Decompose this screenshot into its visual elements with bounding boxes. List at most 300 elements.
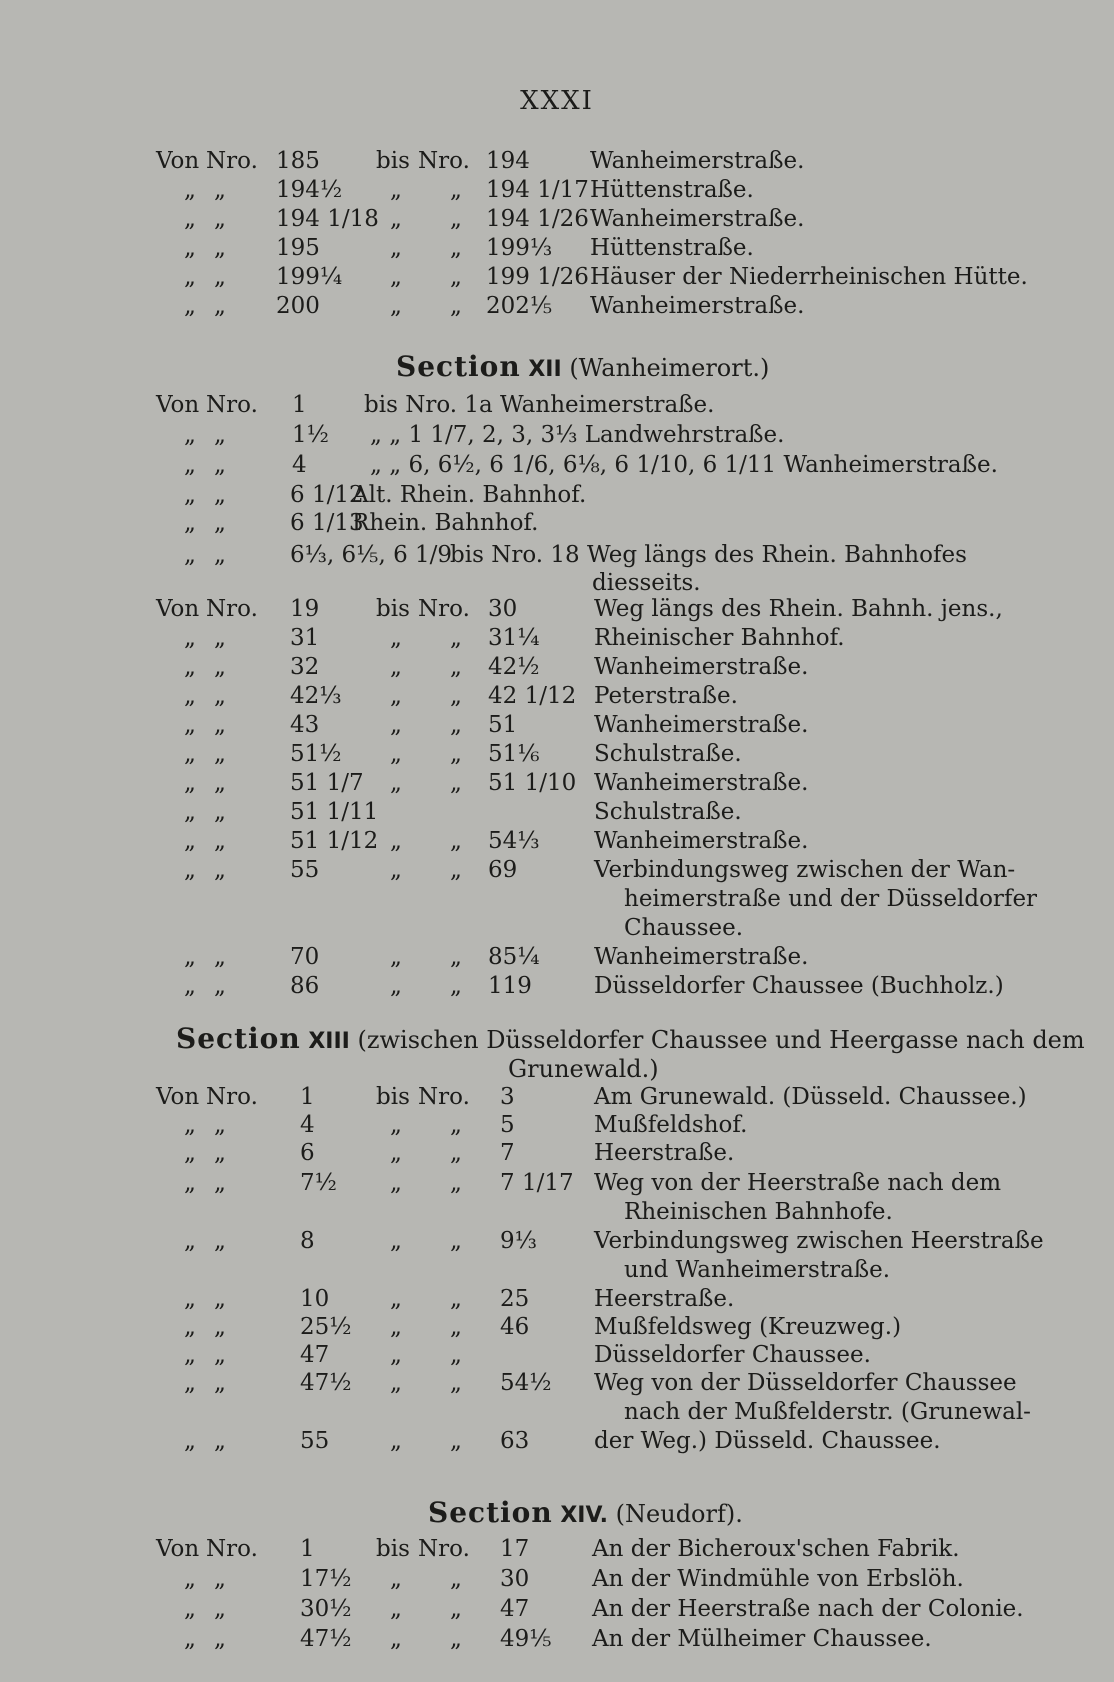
entry-row: [0, 768, 1114, 798]
entry-row: [0, 204, 1114, 234]
bis-nro-label: „: [450, 293, 462, 319]
street-name: Heerstraße.: [594, 1286, 735, 1312]
bis-nro-label: „: [450, 1596, 462, 1622]
from-number: 8: [300, 1228, 315, 1254]
from-number: 10: [300, 1286, 330, 1312]
bis-nro-label: „: [450, 741, 462, 767]
street-name: An der Bicheroux'schen Fabrik.: [592, 1536, 960, 1562]
nro-label: „: [214, 422, 226, 448]
from-number: 17½: [300, 1566, 352, 1592]
street-name-continued: Rheinischen Bahnhofe.: [624, 1199, 893, 1225]
street-name: Düsseldorfer Chaussee (Buchholz.): [594, 973, 1004, 999]
from-number: 30½: [300, 1596, 352, 1622]
section-heading-xii: [396, 348, 769, 386]
entry-row: [0, 1312, 1114, 1342]
from-number: 7½: [300, 1170, 337, 1196]
from-number: 185: [276, 148, 320, 174]
bis-nro-label: „: [450, 1228, 462, 1254]
street-name-continued: und Wanheimerstraße.: [624, 1257, 891, 1283]
nro-label: „: [214, 683, 226, 709]
von-label: „: [184, 712, 196, 738]
entry-row: [0, 1368, 1114, 1398]
bis-nro-label: „: [450, 1140, 462, 1166]
bis-label: „: [390, 1596, 402, 1622]
entry-row: [0, 826, 1114, 856]
to-number: 42½: [488, 654, 540, 680]
nro-label: „: [214, 828, 226, 854]
bis-nro-label: „: [450, 828, 462, 854]
bis-label: „: [390, 293, 402, 319]
bis-nro-label: „: [450, 944, 462, 970]
from-number: 51½: [290, 741, 342, 767]
nro-label: „: [214, 1140, 226, 1166]
to-number: 85¼: [488, 944, 540, 970]
nro-label: „: [214, 1566, 226, 1592]
street-name: Verbindungsweg zwischen der Wan-: [594, 857, 1016, 883]
bis-nro-label: Nro.: [418, 148, 470, 174]
section-subtitle: (Neudorf).: [615, 1500, 743, 1528]
section-label: Section: [176, 1022, 301, 1055]
to-number: 31¼: [488, 625, 540, 651]
entry-continuation: [0, 884, 1114, 914]
von-label: „: [184, 1228, 196, 1254]
page-number: XXXI: [520, 86, 594, 116]
von-label: Von: [156, 392, 200, 418]
street-name: Hüttenstraße.: [590, 235, 754, 261]
street-name: Verbindungsweg zwischen Heerstraße: [594, 1228, 1044, 1254]
bis-label: bis: [376, 1084, 410, 1110]
from-number: 6 1/12: [290, 482, 364, 508]
bis-label: „: [390, 1286, 402, 1312]
bis-label: „: [390, 1140, 402, 1166]
bis-label: „: [390, 973, 402, 999]
from-number: 51 1/12: [290, 828, 379, 854]
street-name: Weg von der Heerstraße nach dem: [594, 1170, 1002, 1196]
nro-label: „: [214, 712, 226, 738]
from-number: 47½: [300, 1370, 352, 1396]
von-label: „: [184, 264, 196, 290]
to-number: 202⅕: [486, 293, 553, 319]
bis-nro-label: „: [450, 1428, 462, 1454]
from-number: 1: [300, 1536, 315, 1562]
nro-label: „: [214, 799, 226, 825]
street-name: Rheinischer Bahnhof.: [594, 625, 845, 651]
entry-row: [0, 594, 1114, 624]
to-number: 5: [500, 1112, 515, 1138]
bis-nro-label: „: [450, 1314, 462, 1340]
bis-nro-label: „: [450, 177, 462, 203]
bis-label: „: [390, 264, 402, 290]
entry-row: [0, 540, 1114, 570]
from-number: 42⅓: [290, 683, 342, 709]
bis-label: „: [390, 683, 402, 709]
from-number: 6 1/13: [290, 510, 364, 536]
entry-text-continued: diesseits.: [592, 570, 701, 596]
von-label: „: [184, 799, 196, 825]
from-number: 199¼: [276, 264, 343, 290]
from-number: 86: [290, 973, 320, 999]
nro-label: „: [214, 973, 226, 999]
to-number: 199⅓: [486, 235, 553, 261]
von-label: „: [184, 293, 196, 319]
street-name: Mußfeldsweg (Kreuzweg.): [594, 1314, 902, 1340]
entry-row: [0, 1138, 1114, 1168]
nro-label: „: [214, 264, 226, 290]
street-name: Mußfeldshof.: [594, 1112, 748, 1138]
from-number: 1½: [292, 422, 329, 448]
street-name: An der Windmühle von Erbslöh.: [592, 1566, 964, 1592]
street-name: Am Grunewald. (Düsseld. Chaussee.): [594, 1084, 1027, 1110]
entry-row: [0, 508, 1114, 538]
nro-label: „: [214, 1596, 226, 1622]
entry-row: [0, 1082, 1114, 1112]
section-number: XIV.: [560, 1503, 609, 1528]
nro-label: „: [214, 857, 226, 883]
street-name-continued: Chaussee.: [624, 915, 744, 941]
bis-nro-label: „: [450, 235, 462, 261]
section-label: Section: [428, 1496, 553, 1529]
von-label: „: [184, 857, 196, 883]
von-label: „: [184, 654, 196, 680]
from-number: 47: [300, 1342, 330, 1368]
bis-nro-label: „: [450, 264, 462, 290]
from-number: 6: [300, 1140, 315, 1166]
bis-nro-label: Nro.: [418, 1536, 470, 1562]
bis-nro-label: Nro.: [418, 1084, 470, 1110]
from-number: 1: [292, 392, 307, 418]
street-name: Wanheimerstraße.: [590, 206, 805, 232]
from-number: 194½: [276, 177, 343, 203]
nro-label: „: [214, 542, 226, 568]
bis-label: „: [390, 177, 402, 203]
entry-text: Alt. Rhein. Bahnhof.: [352, 482, 587, 508]
from-number: 55: [290, 857, 320, 883]
street-name: An der Heerstraße nach der Colonie.: [592, 1596, 1024, 1622]
entry-text: „ „ 6, 6½, 6 1/6, 6⅛, 6 1/10, 6 1/11 Wanheimerstraße.: [370, 452, 998, 478]
von-label: „: [184, 542, 196, 568]
bis-label: „: [390, 1342, 402, 1368]
street-name: Schulstraße.: [594, 741, 742, 767]
from-number: 51 1/11: [290, 799, 379, 825]
von-label: „: [184, 625, 196, 651]
von-label: „: [184, 1286, 196, 1312]
entry-row: [0, 623, 1114, 653]
street-name: Wanheimerstraße.: [594, 770, 809, 796]
entry-row: [0, 797, 1114, 827]
bis-label: bis: [376, 596, 410, 622]
from-number: 195: [276, 235, 320, 261]
nro-label: „: [214, 1170, 226, 1196]
von-label: „: [184, 235, 196, 261]
bis-nro-label: „: [450, 770, 462, 796]
to-number: 119: [488, 973, 532, 999]
to-number: 63: [500, 1428, 530, 1454]
nro-label: Nro.: [206, 1536, 258, 1562]
street-name: Wanheimerstraße.: [594, 828, 809, 854]
section-subtitle: (zwischen Düsseldorfer Chaussee und Heergasse nach dem: [357, 1026, 1085, 1054]
to-number: 30: [488, 596, 518, 622]
bis-label: „: [390, 1428, 402, 1454]
bis-nro-label: „: [450, 206, 462, 232]
bis-nro-label: „: [450, 1626, 462, 1652]
nro-label: „: [214, 293, 226, 319]
von-label: „: [184, 1342, 196, 1368]
nro-label: „: [214, 1342, 226, 1368]
to-number: 9⅓: [500, 1228, 537, 1254]
to-number: 46: [500, 1314, 530, 1340]
to-number: 7 1/17: [500, 1170, 574, 1196]
from-number: 4: [292, 452, 307, 478]
from-number: 51 1/7: [290, 770, 364, 796]
street-name: Düsseldorfer Chaussee.: [594, 1342, 871, 1368]
bis-nro-label: „: [450, 712, 462, 738]
to-number: 30: [500, 1566, 530, 1592]
entry-text: bis Nro. 1a Wanheimerstraße.: [364, 392, 715, 418]
von-label: „: [184, 1596, 196, 1622]
bis-label: „: [390, 1228, 402, 1254]
bis-label: „: [390, 1626, 402, 1652]
section-number: XII: [528, 357, 562, 382]
von-label: „: [184, 1370, 196, 1396]
bis-nro-label: „: [450, 654, 462, 680]
von-label: „: [184, 482, 196, 508]
bis-label: bis: [376, 1536, 410, 1562]
bis-nro-label: „: [450, 1286, 462, 1312]
entry-row: [0, 1110, 1114, 1140]
von-label: „: [184, 1314, 196, 1340]
from-number: 19: [290, 596, 320, 622]
to-number: 51 1/10: [488, 770, 577, 796]
nro-label: „: [214, 770, 226, 796]
bis-nro-label: „: [450, 1370, 462, 1396]
nro-label: „: [214, 944, 226, 970]
bis-label: „: [390, 1170, 402, 1196]
entry-text: bis Nro. 18 Weg längs des Rhein. Bahnhofes: [450, 542, 967, 568]
entry-row: [0, 390, 1114, 420]
from-number: 32: [290, 654, 320, 680]
bis-label: „: [390, 625, 402, 651]
entry-row: [0, 1534, 1114, 1564]
to-number: 7: [500, 1140, 515, 1166]
to-number: 51: [488, 712, 518, 738]
von-label: Von: [156, 1536, 200, 1562]
nro-label: „: [214, 1314, 226, 1340]
section-number: XIII: [308, 1029, 350, 1054]
to-number: 194: [486, 148, 530, 174]
street-name-continued: heimerstraße und der Düsseldorfer: [624, 886, 1038, 912]
von-label: „: [184, 770, 196, 796]
entry-row: [0, 1226, 1114, 1256]
entry-row: [0, 146, 1114, 176]
entry-row: [0, 480, 1114, 510]
bis-nro-label: „: [450, 973, 462, 999]
entry-row: [0, 942, 1114, 972]
entry-continuation: [0, 1197, 1114, 1227]
to-number: 199 1/26: [486, 264, 589, 290]
to-number: 17: [500, 1536, 530, 1562]
bis-nro-label: „: [450, 1170, 462, 1196]
entry-continuation: [0, 1255, 1114, 1285]
from-number: 194 1/18: [276, 206, 379, 232]
bis-label: „: [390, 1566, 402, 1592]
von-label: „: [184, 422, 196, 448]
bis-label: „: [390, 741, 402, 767]
von-label: „: [184, 177, 196, 203]
nro-label: „: [214, 177, 226, 203]
section-subtitle-continued: Grunewald.): [508, 1055, 659, 1083]
von-label: „: [184, 944, 196, 970]
nro-label: „: [214, 1286, 226, 1312]
nro-label: Nro.: [206, 392, 258, 418]
section-label: Section: [396, 350, 521, 383]
to-number: 69: [488, 857, 518, 883]
bis-label: „: [390, 1112, 402, 1138]
bis-label: „: [390, 857, 402, 883]
from-number: 55: [300, 1428, 330, 1454]
from-number: 25½: [300, 1314, 352, 1340]
entry-row: [0, 1168, 1114, 1198]
bis-nro-label: Nro.: [418, 596, 470, 622]
street-name: Weg längs des Rhein. Bahnh. jens.,: [594, 596, 1003, 622]
von-label: „: [184, 741, 196, 767]
bis-nro-label: „: [450, 1342, 462, 1368]
from-number: 6⅓, 6⅕, 6 1/9: [290, 542, 453, 568]
bis-label: „: [390, 206, 402, 232]
bis-label: „: [390, 654, 402, 680]
bis-nro-label: „: [450, 857, 462, 883]
entry-row: [0, 710, 1114, 740]
entry-continuation: [0, 1397, 1114, 1427]
street-name: Weg von der Düsseldorfer Chaussee: [594, 1370, 1017, 1396]
street-name: Hüttenstraße.: [590, 177, 754, 203]
bis-label: „: [390, 1370, 402, 1396]
street-name: Wanheimerstraße.: [590, 293, 805, 319]
nro-label: „: [214, 1112, 226, 1138]
nro-label: „: [214, 1428, 226, 1454]
entry-row: [0, 652, 1114, 682]
street-name: An der Mülheimer Chaussee.: [592, 1626, 932, 1652]
from-number: 1: [300, 1084, 315, 1110]
entry-row: [0, 291, 1114, 321]
to-number: 54⅓: [488, 828, 540, 854]
entry-row: [0, 681, 1114, 711]
from-number: 47½: [300, 1626, 352, 1652]
von-label: Von: [156, 596, 200, 622]
street-name: Wanheimerstraße.: [594, 712, 809, 738]
to-number: 54½: [500, 1370, 552, 1396]
entry-row: [0, 739, 1114, 769]
from-number: 43: [290, 712, 320, 738]
entry-row: [0, 1624, 1114, 1654]
bis-label: bis: [376, 148, 410, 174]
entry-row: [0, 175, 1114, 205]
street-name: Häuser der Niederrheinischen Hütte.: [590, 264, 1028, 290]
entry-row: [0, 233, 1114, 263]
to-number: 194 1/26: [486, 206, 589, 232]
bis-label: „: [390, 944, 402, 970]
to-number: 47: [500, 1596, 530, 1622]
nro-label: „: [214, 1228, 226, 1254]
nro-label: „: [214, 482, 226, 508]
entry-row: [0, 1284, 1114, 1314]
von-label: „: [184, 828, 196, 854]
bis-nro-label: „: [450, 683, 462, 709]
to-number: 3: [500, 1084, 515, 1110]
entry-row: [0, 1564, 1114, 1594]
von-label: „: [184, 1170, 196, 1196]
von-label: „: [184, 1112, 196, 1138]
street-name: Heerstraße.: [594, 1140, 735, 1166]
bis-nro-label: „: [450, 1566, 462, 1592]
von-label: „: [184, 206, 196, 232]
von-label: „: [184, 683, 196, 709]
von-label: Von: [156, 148, 200, 174]
to-number: 51⅙: [488, 741, 540, 767]
nro-label: „: [214, 1626, 226, 1652]
to-number: 49⅕: [500, 1626, 552, 1652]
street-name: Wanheimerstraße.: [590, 148, 805, 174]
von-label: „: [184, 973, 196, 999]
von-label: „: [184, 1566, 196, 1592]
street-name: Peterstraße.: [594, 683, 738, 709]
nro-label: „: [214, 452, 226, 478]
entry-text: Rhein. Bahnhof.: [352, 510, 539, 536]
entry-text: „ „ 1 1/7, 2, 3, 3⅓ Landwehrstraße.: [370, 422, 785, 448]
to-number: 194 1/17: [486, 177, 589, 203]
entry-row: [0, 1594, 1114, 1624]
street-name: der Weg.) Düsseld. Chaussee.: [594, 1428, 941, 1454]
entry-row: [0, 855, 1114, 885]
street-name-continued: nach der Mußfelderstr. (Grunewal-: [624, 1399, 1031, 1425]
bis-label: „: [390, 712, 402, 738]
bis-label: „: [390, 1314, 402, 1340]
entry-row: [0, 971, 1114, 1001]
nro-label: Nro.: [206, 596, 258, 622]
from-number: 4: [300, 1112, 315, 1138]
nro-label: „: [214, 625, 226, 651]
nro-label: „: [214, 654, 226, 680]
section-heading-xiv: [428, 1494, 743, 1532]
nro-label: „: [214, 741, 226, 767]
entry-continuation: [0, 913, 1114, 943]
from-number: 31: [290, 625, 320, 651]
street-name: Wanheimerstraße.: [594, 944, 809, 970]
bis-nro-label: „: [450, 1112, 462, 1138]
von-label: „: [184, 1428, 196, 1454]
nro-label: „: [214, 206, 226, 232]
bis-label: „: [390, 828, 402, 854]
entry-row: [0, 1426, 1114, 1456]
bis-nro-label: „: [450, 625, 462, 651]
to-number: 42 1/12: [488, 683, 577, 709]
entry-row: [0, 262, 1114, 292]
entry-row: [0, 420, 1114, 450]
nro-label: Nro.: [206, 1084, 258, 1110]
von-label: „: [184, 452, 196, 478]
street-name: Wanheimerstraße.: [594, 654, 809, 680]
nro-label: „: [214, 235, 226, 261]
von-label: „: [184, 510, 196, 536]
von-label: Von: [156, 1084, 200, 1110]
street-name: Schulstraße.: [594, 799, 742, 825]
bis-label: „: [390, 235, 402, 261]
entry-row: [0, 1340, 1114, 1370]
from-number: 70: [290, 944, 320, 970]
entry-row: [0, 450, 1114, 480]
nro-label: „: [214, 1370, 226, 1396]
from-number: 200: [276, 293, 320, 319]
to-number: 25: [500, 1286, 530, 1312]
